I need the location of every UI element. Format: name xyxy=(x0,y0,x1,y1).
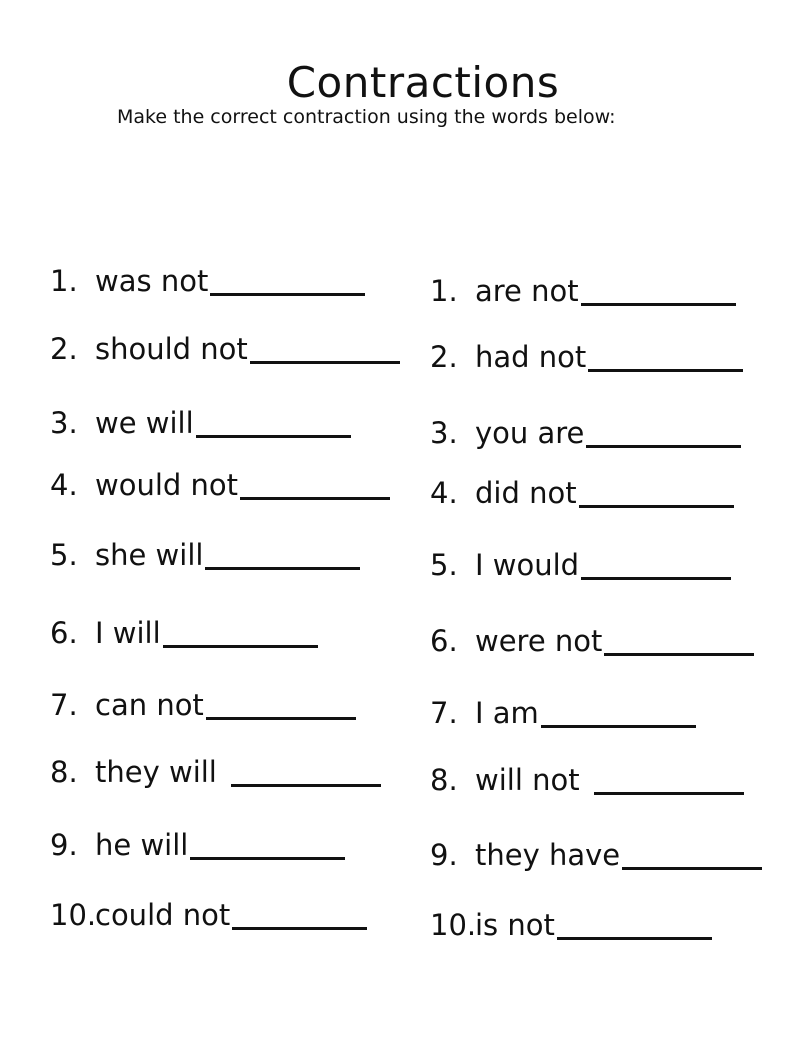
answer-blank[interactable] xyxy=(581,576,731,580)
item-words: you are xyxy=(475,416,585,450)
item-number: 4. xyxy=(430,476,458,510)
left-item-10 xyxy=(50,900,367,932)
answer-blank[interactable] xyxy=(557,936,712,940)
item-number: 5. xyxy=(430,548,458,582)
item-number: 3. xyxy=(50,406,78,440)
item-words: she will xyxy=(95,538,204,572)
left-item-6 xyxy=(50,618,318,650)
right-item-10 xyxy=(430,910,712,942)
item-number: 8. xyxy=(50,755,78,789)
answer-blank[interactable] xyxy=(206,716,356,720)
item-words: I am xyxy=(475,696,539,730)
answer-blank[interactable] xyxy=(231,783,381,787)
answer-blank[interactable] xyxy=(581,302,736,306)
left-item-2 xyxy=(50,334,400,366)
item-words: will not xyxy=(475,763,580,797)
right-item-8 xyxy=(430,765,744,797)
right-item-7 xyxy=(430,698,696,730)
left-item-5 xyxy=(50,540,360,572)
item-words: he will xyxy=(95,828,189,862)
answer-blank[interactable] xyxy=(190,856,345,860)
right-item-1 xyxy=(430,276,736,308)
item-number: 3. xyxy=(430,416,458,450)
item-words: were not xyxy=(475,624,603,658)
answer-blank[interactable] xyxy=(594,791,744,795)
item-number: 5. xyxy=(50,538,78,572)
item-words: I will xyxy=(95,616,161,650)
answer-blank[interactable] xyxy=(196,434,351,438)
answer-blank[interactable] xyxy=(232,926,367,930)
right-item-2 xyxy=(430,342,743,374)
left-item-8 xyxy=(50,757,381,789)
item-words: they have xyxy=(475,838,621,872)
item-number: 2. xyxy=(50,332,78,366)
right-item-4 xyxy=(430,478,734,510)
item-words: did not xyxy=(475,476,577,510)
item-words: should not xyxy=(95,332,248,366)
left-item-1 xyxy=(50,266,365,298)
item-number: 9. xyxy=(430,838,458,872)
worksheet-title: Contractions xyxy=(286,58,560,108)
item-number: 7. xyxy=(50,688,78,722)
left-item-9 xyxy=(50,830,345,862)
item-number: 8. xyxy=(430,763,458,797)
item-number: 1. xyxy=(430,274,458,308)
item-number: 4. xyxy=(50,468,78,502)
item-words: would not xyxy=(95,468,239,502)
item-number: 6. xyxy=(430,624,458,658)
left-item-3 xyxy=(50,408,351,440)
item-words: we will xyxy=(95,406,194,440)
answer-blank[interactable] xyxy=(250,360,400,364)
left-item-4 xyxy=(50,470,390,502)
item-number: 6. xyxy=(50,616,78,650)
answer-blank[interactable] xyxy=(541,724,696,728)
item-words: are not xyxy=(475,274,579,308)
answer-blank[interactable] xyxy=(163,644,318,648)
answer-blank[interactable] xyxy=(579,504,734,508)
answer-blank[interactable] xyxy=(240,496,390,500)
answer-blank[interactable] xyxy=(210,292,365,296)
item-number: 7. xyxy=(430,696,458,730)
answer-blank[interactable] xyxy=(622,866,762,870)
item-words: I would xyxy=(475,548,580,582)
item-number: 2. xyxy=(430,340,458,374)
answer-blank[interactable] xyxy=(586,444,741,448)
worksheet-instructions: Make the correct contraction using the words below: xyxy=(117,106,616,128)
item-words: was not xyxy=(95,264,209,298)
left-item-7 xyxy=(50,690,356,722)
item-number: 10. xyxy=(430,908,477,942)
item-words: could not xyxy=(95,898,231,932)
item-number: 9. xyxy=(50,828,78,862)
right-item-6 xyxy=(430,626,754,658)
item-words: they will xyxy=(95,755,217,789)
answer-blank[interactable] xyxy=(205,566,360,570)
item-words: had not xyxy=(475,340,587,374)
right-item-5 xyxy=(430,550,731,582)
item-number: 1. xyxy=(50,264,78,298)
right-item-9 xyxy=(430,840,762,872)
answer-blank[interactable] xyxy=(604,652,754,656)
answer-blank[interactable] xyxy=(588,368,743,372)
item-words: can not xyxy=(95,688,204,722)
right-item-3 xyxy=(430,418,741,450)
item-number: 10. xyxy=(50,898,97,932)
item-words: is not xyxy=(475,908,555,942)
